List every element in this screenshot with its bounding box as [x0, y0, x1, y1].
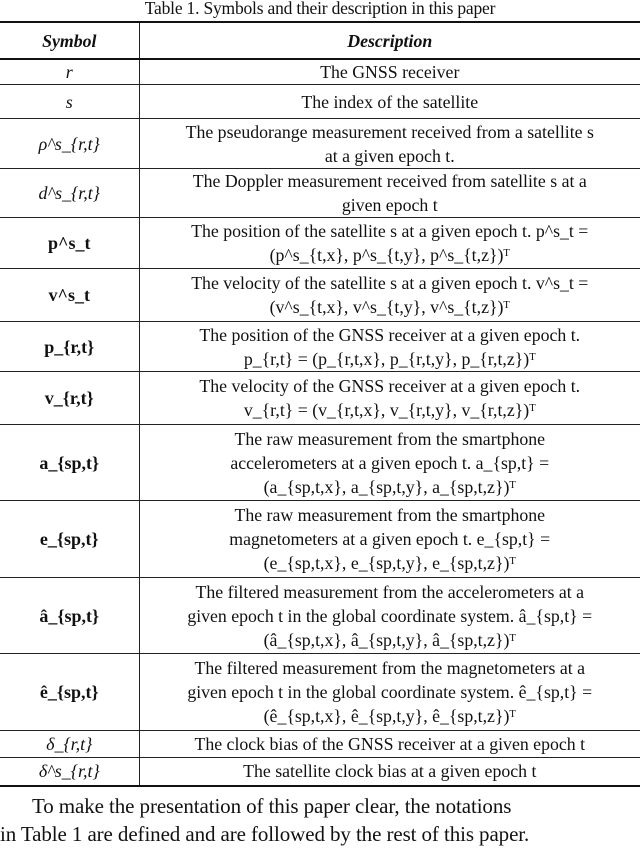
symbol-e-raw: e_{sp,t} [39, 529, 99, 549]
table-caption: Table 1. Symbols and their description in this paper [144, 0, 496, 18]
description-cell: The raw measurement from the smartphone accelerometers at a given epoch t. a_{sp,t} = (a_{sp,t,x}, a_{sp,t,y}, a_{sp,t,z})ᵀ [139, 425, 640, 501]
description-cell: The filtered measurement from the magnetometers at a given epoch t in the global coordinate system. ê_{sp,t} = (ê_{sp,t,x}, ê_{sp,t,y}, ê_{sp,t,z})ᵀ [139, 654, 640, 731]
body-paragraph [0, 792, 640, 848]
symbol-v-rcv: v_{r,t} [44, 388, 94, 408]
header-symbol: Symbol [0, 22, 139, 59]
body-line-2: in Table 1 are defined and are followed by the rest of this paper. [0, 822, 530, 846]
body-line-1: To make the presentation of this paper clear, the notations [32, 794, 512, 818]
table-row [0, 578, 640, 654]
table-row [0, 119, 640, 169]
symbol-p-sat: p^s_t [48, 233, 91, 253]
symbol-d: d^s_{r,t} [38, 183, 100, 203]
symbol-delta-rcv: δ_{r,t} [46, 734, 93, 754]
table-row [0, 731, 640, 758]
table-row [0, 269, 640, 322]
symbol-cell [0, 169, 139, 218]
description-cell: The position of the satellite s at a given epoch t. p^s_t = (p^s_{t,x}, p^s_{t,y}, p^s_{t,z})ᵀ [139, 218, 640, 269]
symbol-cell [0, 501, 139, 578]
symbol-s: s [65, 91, 73, 112]
header-description: Description [139, 22, 640, 59]
description-cell: The raw measurement from the smartphone magnetometers at a given epoch t. e_{sp,t} = (e_{sp,t,x}, e_{sp,t,y}, e_{sp,t,z})ᵀ [139, 501, 640, 578]
symbol-a-filtered: â_{sp,t} [39, 605, 100, 626]
symbol-cell [0, 59, 139, 85]
symbol-cell [0, 372, 139, 425]
table-row [0, 59, 640, 85]
symbol-cell [0, 119, 139, 169]
symbol-delta-sat: δ^s_{r,t} [38, 761, 100, 782]
table-header-row [0, 22, 640, 59]
symbol-cell [0, 425, 139, 501]
symbols-table [0, 21, 640, 787]
symbol-cell [0, 654, 139, 731]
description-cell: The Doppler measurement received from satellite s at a given epoch t [139, 169, 640, 218]
description-cell: The pseudorange measurement received from a satellite s at a given epoch t. [139, 119, 640, 169]
description-cell: The clock bias of the GNSS receiver at a given epoch t [139, 731, 640, 758]
table-row [0, 425, 640, 501]
description-cell: The velocity of the satellite s at a given epoch t. v^s_t = (v^s_{t,x}, v^s_{t,y}, v^s_{t,z})ᵀ [139, 269, 640, 322]
symbol-cell [0, 731, 139, 758]
table-row [0, 218, 640, 269]
table-row [0, 501, 640, 578]
table-row [0, 85, 640, 119]
description-cell: The satellite clock bias at a given epoch t [139, 758, 640, 786]
description-cell: The index of the satellite [139, 85, 640, 119]
symbol-a-raw: a_{sp,t} [39, 452, 100, 473]
description-cell: The GNSS receiver [139, 59, 640, 85]
table-row [0, 372, 640, 425]
table-row [0, 169, 640, 218]
symbol-cell [0, 85, 139, 119]
symbol-p-rcv: p_{r,t} [44, 336, 95, 357]
table-row [0, 322, 640, 372]
description-cell: The position of the GNSS receiver at a given epoch t. p_{r,t} = (p_{r,t,x}, p_{r,t,y}, p_{r,t,z})ᵀ [139, 322, 640, 372]
symbol-v-sat: v^s_t [48, 285, 90, 305]
description-cell: The velocity of the GNSS receiver at a given epoch t. v_{r,t} = (v_{r,t,x}, v_{r,t,y}, v_{r,t,z})ᵀ [139, 372, 640, 425]
symbol-r: r [65, 62, 73, 82]
table-row [0, 758, 640, 786]
symbol-cell [0, 218, 139, 269]
symbol-cell [0, 578, 139, 654]
symbol-rho: ρ^s_{r,t} [38, 133, 100, 154]
symbol-cell [0, 322, 139, 372]
symbol-e-filtered: ê_{sp,t} [39, 682, 99, 702]
symbol-cell [0, 269, 139, 322]
description-cell: The filtered measurement from the accelerometers at a given epoch t in the global coordinate system. â_{sp,t} = (â_{sp,t,x}, â_{sp,t,y}, â_{sp,t,z})ᵀ [139, 578, 640, 654]
table-row [0, 654, 640, 731]
symbol-cell [0, 758, 139, 786]
